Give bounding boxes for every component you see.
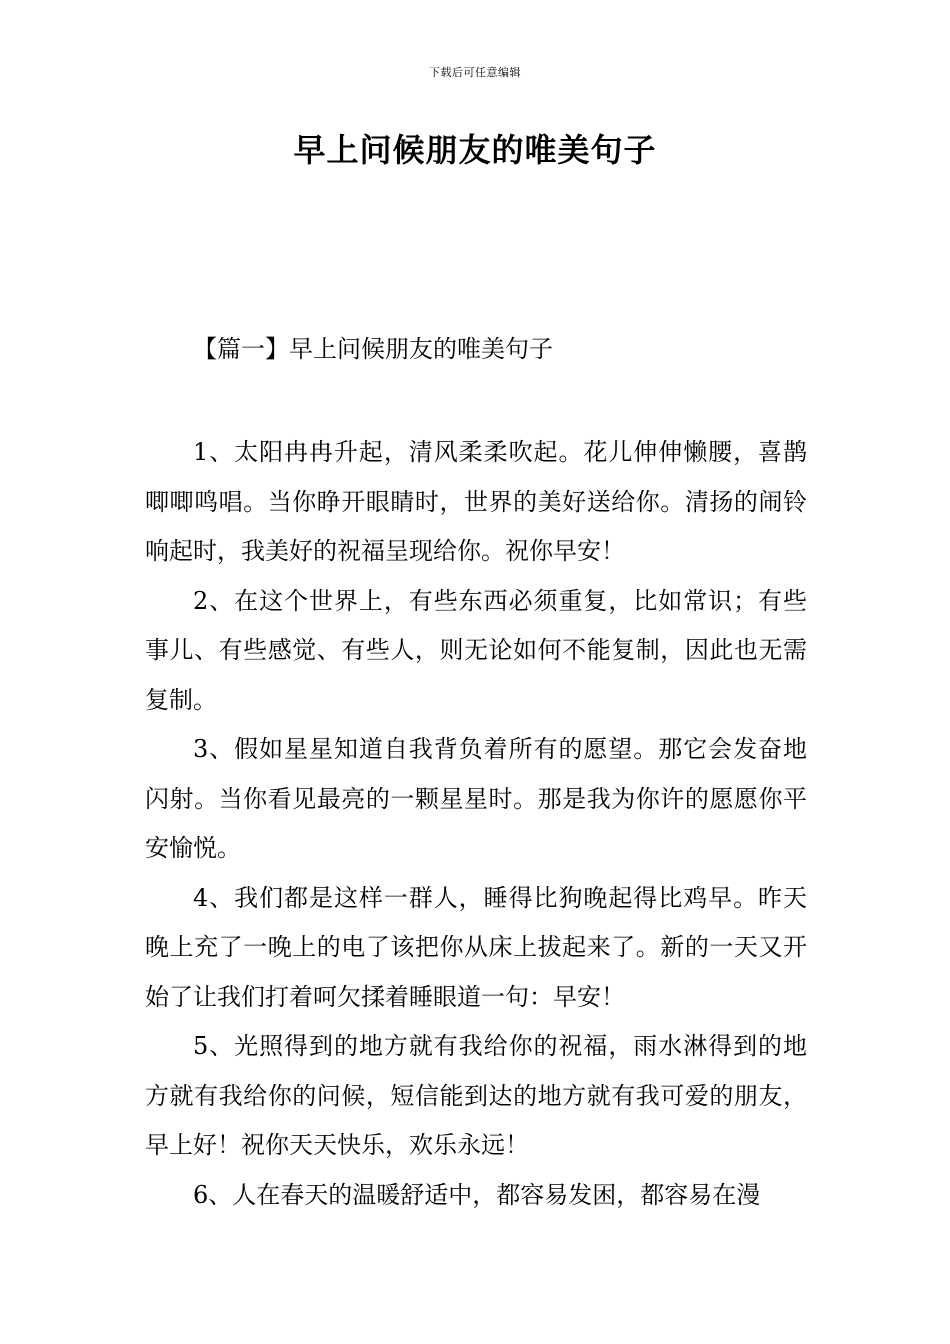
document-body bbox=[145, 428, 807, 1220]
paragraph-4: 4、我们都是这样一群人，睡得比狗晚起得比鸡早。昨天晚上充了一晚上的电了该把你从床上拔起来了。新的一天又开始了让我们打着呵欠揉着睡眼道一句：早安！ bbox=[145, 883, 807, 1011]
paragraph-2: 2、在这个世界上，有些东西必须重复，比如常识；有些事儿、有些感觉、有些人，则无论如何不能复制，因此也无需复制。 bbox=[145, 586, 807, 714]
paragraph-5: 5、光照得到的地方就有我给你的祝福，雨水淋得到的地方就有我给你的问候，短信能到达的地方就有我可爱的朋友，早上好！祝你天天快乐，欢乐永远！ bbox=[145, 1032, 807, 1159]
paragraph-6: 6、人在春天的温暖舒适中，都容易发困，都容易在漫 bbox=[193, 1180, 761, 1209]
document-title: 早上问候朋友的唯美句子 bbox=[293, 131, 657, 169]
paragraph-3: 3、假如星星知道自我背负着所有的愿望。那它会发奋地闪射。当你看见最亮的一颗星星时。那是我为你许的愿愿你平安愉悦。 bbox=[145, 735, 807, 862]
section-heading: 【篇一】早上问候朋友的唯美句子 bbox=[193, 335, 553, 363]
paragraph-1: 1、太阳冉冉升起，清风柔柔吹起。花儿伸伸懒腰，喜鹊唧唧鸣唱。当你睁开眼睛时，世界的美好送给你。清扬的闹铃响起时，我美好的祝福呈现给你。祝你早安！ bbox=[145, 438, 807, 565]
header-note: 下载后可任意编辑 bbox=[429, 66, 521, 79]
